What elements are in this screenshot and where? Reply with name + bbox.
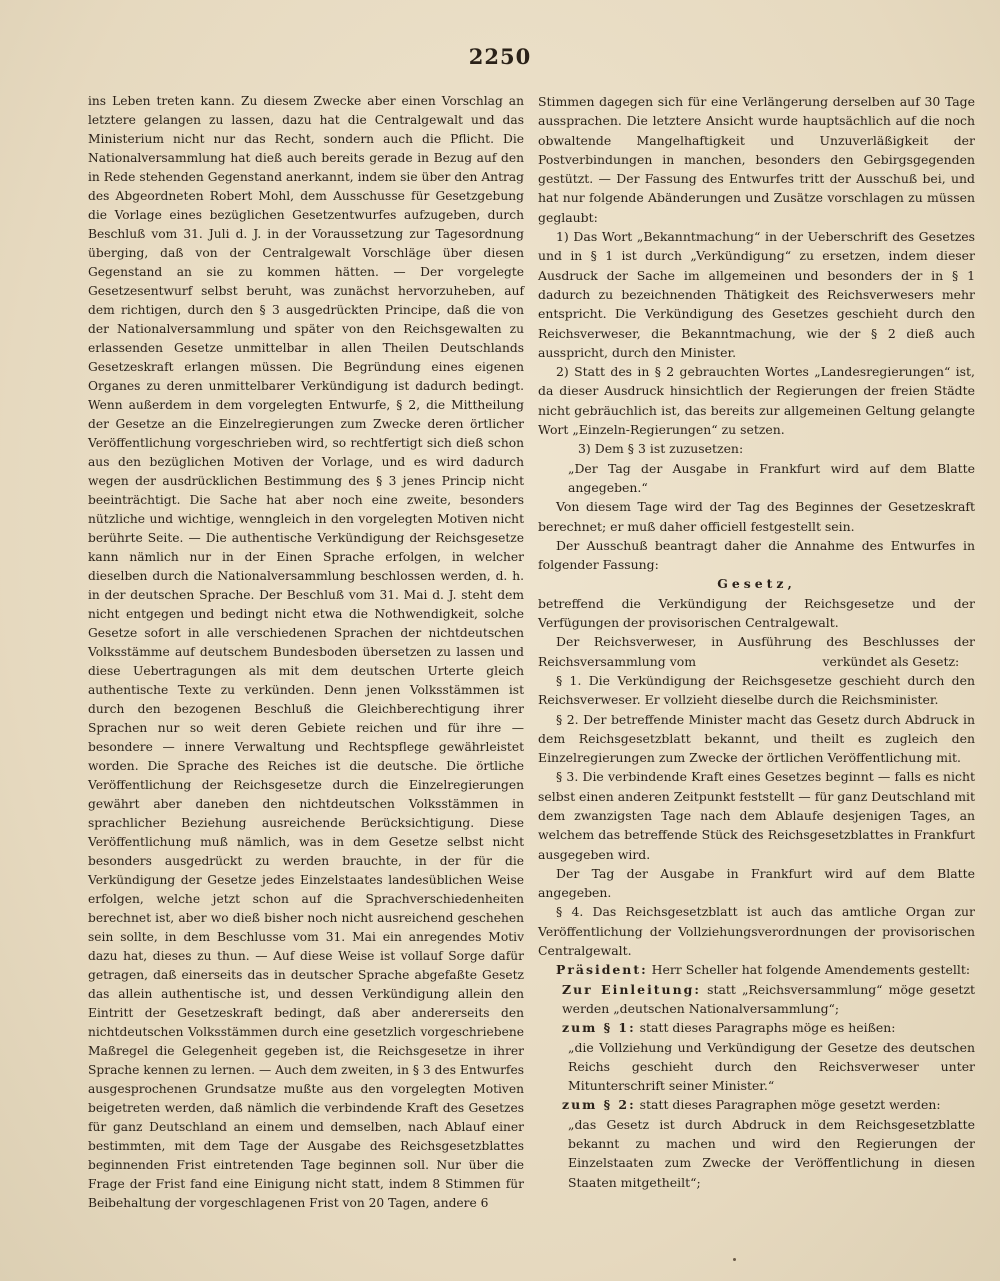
committee-motion: Der Ausschuß beantragt daher die Annahme des Entwurfes in folgender Fassung: (538, 537, 975, 573)
law-paragraph-1: § 1. Die Verkündigung der Reichsgesetze geschieht durch den Reichsverweser. Er vollzieht dieselbe durch die Reichsminister. (538, 672, 975, 708)
amendment-paragraph-2-quote: „das Gesetz ist durch Abdruck in dem Reichsgesetzblatte bekannt zu machen und wird den Regierungen der Einzelstaaten zum Zwecke der Veröffentlichung in diesen Staaten mitgetheilt“; (568, 1116, 975, 1190)
law-subtitle: betreffend die Verkündigung der Reichsgesetze und der Verfügungen der provisorischen Centralgewalt. (538, 595, 975, 631)
president-text: Herr Scheller hat folgende Amendements gestellt: (651, 962, 971, 978)
amendment-introduction-label: Zur Einleitung: (562, 981, 701, 997)
amendment-item-1: 1) Das Wort „Bekanntmachung“ in der Ueberschrift des Gesetzes und in § 1 ist durch „Verkündigung“ zu ersetzen, indem dieser Ausdruck der Sache im allgemeinen und besonders der in § 1 dadurch zu bezeichnenden Thätigkeit des Reichsverwesers mehr entspricht. Die Verkündigung des Gesetzes geschieht durch den Reichsverweser, die Bekanntmachung, wie der § 2 dieß auch ausspricht, durch den Minister. (538, 229, 975, 360)
amendment-paragraph-2-text: statt dieses Paragraphen möge gesetzt werden: (639, 1097, 941, 1113)
law-paragraph-2: § 2. Der betreffende Minister macht das Gesetz durch Abdruck in dem Reichsgesetzblatt bekannt, und theilt es zugleich den Einzelregierungen zum Zwecke der örtlichen Veröffentlichung mit. (538, 711, 975, 766)
right-intro: Stimmen dagegen sich für eine Verlängerung derselben auf 30 Tage aussprachen. Die letztere Ansicht wurde hauptsächlich auf die noch obwaltende Mangelhaftigkeit und Unzuverläßigkeit der Postverbindungen in manchen, besonders den Gebirgsgegenden gestützt. — Der Fassung des Entwurfes tritt der Ausschuß bei, und hat nur folgende Abänderungen und Zusätze vorschlagen zu müssen geglaubt: (538, 94, 975, 225)
left-column (88, 92, 524, 1213)
right-column (538, 92, 979, 1192)
page-number: 2250 (468, 44, 532, 69)
amendment-introduction (538, 980, 975, 1019)
president-statement (538, 960, 975, 979)
law-title: Gesetz, (717, 576, 796, 592)
amendment-paragraph-1-text: statt dieses Paragraphs möge es heißen: (639, 1020, 896, 1036)
amendment-item-3-text: Von diesem Tage wird der Tag des Beginnes der Gesetzeskraft berechnet; er muß daher officiell festgestellt sein. (538, 499, 975, 534)
amendment-introduction-text: statt „Reichsversammlung“ möge gesetzt werden „deutschen Nationalversammlung“; (562, 981, 975, 1016)
amendment-item-3: 3) Dem § 3 ist zuzusetzen: (578, 441, 744, 457)
amendment-paragraph-2 (538, 1095, 975, 1114)
amendment-paragraph-1-label: zum § 1: (562, 1020, 636, 1036)
amendment-paragraph-2-label: zum § 2: (562, 1097, 636, 1113)
amendment-item-3-quote: „Der Tag der Ausgabe in Frankfurt wird auf dem Blatte angegeben.“ (568, 460, 975, 495)
left-column-text: ins Leben treten kann. Zu diesem Zwecke aber einen Vorschlag an letztere gelangen zu lassen, dazu hat die Centralgewalt und das Ministerium nicht nur das Recht, sondern auch die Pflicht. Die Nationalversammlung hat dieß auch bereits gerade in Bezug auf den in Rede stehenden Gegenstand anerkannt, indem sie über den Antrag des Abgeordneten Robert Mohl, dem Ausschusse für Gesetzgebung die Vorlage eines bezüglichen Gesetzentwurfes aufzugeben, durch Beschluß vom 31. Juli d. J. in der Voraussetzung zur Tagesordnung überging, daß von der Centralgewalt Vorschläge über diesen Gegenstand an sie zu kommen hätten. — Der vorgelegte Gesetzesentwurf selbst beruht, was zunächst hervorzuheben, auf dem richtigen, durch den § 3 ausgedrückten Principe, daß die von der Nationalversammlung und später von den Reichsgewalten zu erlassenden Gesetze unmittelbar in allen Theilen Deutschlands Gesetzeskraft erlangen müssen. Die Begründung eines eigenen Organes zu deren unmittelbarer Verkündigung ist dadurch bedingt. Wenn außerdem in dem vorgelegten Entwurfe, § 2, die Mittheilung der Gesetze an die Einzelregierungen zum Zwecke deren örtlicher Veröffentlichung vorgeschrieben wird, so rechtfertigt sich dieß schon aus den bezüglichen Motiven der Vorlage, und es wird dadurch wegen der ausdrücklichen Bestimmung des § 3 jenes Princip nicht beeinträchtigt. Die Sache hat aber noch eine zweite, besonders nützliche und wichtige, wenngleich in den vorgelegten Motiven nicht berührte Seite. — Die authentische Verkündigung der Reichsgesetze kann nämlich nur in der Einen Sprache erfolgen, in welcher dieselben durch die Nationalversammlung beschlossen werden, d. h. in der deutschen Sprache. Der Beschluß vom 31. Mai d. J. steht dem nicht entgegen und bedingt nicht etwa die Nothwendigkeit, solche Gesetze sofort in alle verschiedenen Sprachen der nichtdeutschen Volksstämme auf deutschem Bundesboden übersetzen zu lassen und diese Uebertragungen als mit dem deutschen Urterte gleich authentische Texte zu verkünden. Denn jenen Volksstämmen ist durch den bezogenen Beschluß die Gleichberechtigung ihrer Sprachen nur so weit deren Gebiete reichen und für ihre — besondere — innere Verwaltung und Rechtspflege gewährleistet worden. Die Sprache des Reiches ist die deutsche. Die örtliche Veröffentlichung der Reichsgesetze durch die Einzelregierungen gewährt aber daneben den nichtdeutschen Volksstämmen in sprachlicher Beziehung ausreichende Berücksichtigung. Diese Veröffentlichung muß nämlich, was in dem Gesetze selbst nicht besonders ausgedrückt zu werden brauchte, in der für die Verkündigung der Gesetze jedes Einzelstaates landesüblichen Weise erfolgen, welche jetzt schon auf die Sprachverschiedenheiten berechnet ist, aber wo dieß bisher noch nicht ausreichend geschehen sein sollte, in dem Beschlusse vom 31. Mai ein anregendes Motiv dazu hat, dieses zu thun. — Auf diese Weise ist vollauf Sorge dafür getragen, daß einerseits das in deutscher Sprache abgefaßte Gesetz das allein authentische ist, und dessen Verkündigung allein den Eintritt der Gesetzeskraft bedingt, daß aber andererseits den nichtdeutschen Volksstämmen durch eine gesetzlich vorgeschriebene Maßregel die Gelegenheit gegeben ist, die Reichsgesetze in ihrer Sprache kennen zu lernen. — Auch dem zweiten, in § 3 des Entwurfes ausgesprochenen Grundsatze mußte aus den vorgelegten Motiven beigetreten werden, daß nämlich die verbindende Kraft des Gesetzes für ganz Deutschland an einem und demselben, nach Ablauf einer bestimmten, mit dem Tage der Ausgabe des Reichsgesetzblattes beginnenden Frist eintretenden Tage beginnen soll. Nur über die Frage der Frist fand eine Einigung nicht statt, indem 8 Stimmen für Beibehaltung der vorgeschlagenen Frist von 20 Tagen, andere 6 (88, 94, 524, 1210)
law-paragraph-3: § 3. Die verbindende Kraft eines Gesetzes beginnt — falls es nicht selbst einen anderen Zeitpunkt feststellt — für ganz Deutschland mit dem zwanzigsten Tage nach dem Ablaufe desjenigen Tages, an welchem das betreffende Stück des Reichsgesetzblattes in Frankfurt ausgegeben wird. (538, 769, 975, 862)
ink-speck (733, 1258, 736, 1261)
law-paragraph-3b: Der Tag der Ausgabe in Frankfurt wird auf dem Blatte angegeben. (538, 865, 975, 901)
law-preamble: Der Reichsverweser, in Ausführung des Beschlusses der Reichsversammlung vom verkündet als Gesetz: (538, 634, 979, 669)
president-label: Präsident: (556, 962, 648, 978)
amendment-paragraph-1 (538, 1018, 975, 1037)
amendment-item-2: 2) Statt des in § 2 gebrauchten Wortes „Landesregierungen“ ist, da dieser Ausdruck hinsichtlich der Regierungen der freien Städte nicht gebräuchlich ist, das bereits zur allgemeinen Geltung gelangte Wort „Einzeln-Regierungen“ zu setzen. (538, 364, 975, 438)
amendment-paragraph-1-quote: „die Vollziehung und Verkündigung der Gesetze des deutschen Reichs geschieht durch den Reichsverweser unter Mitunterschrift seiner Minister.“ (568, 1039, 975, 1094)
law-paragraph-4: § 4. Das Reichsgesetzblatt ist auch das amtliche Organ zur Veröffentlichung der Vollziehungsverordnungen der provisorischen Centralgewalt. (538, 904, 975, 959)
